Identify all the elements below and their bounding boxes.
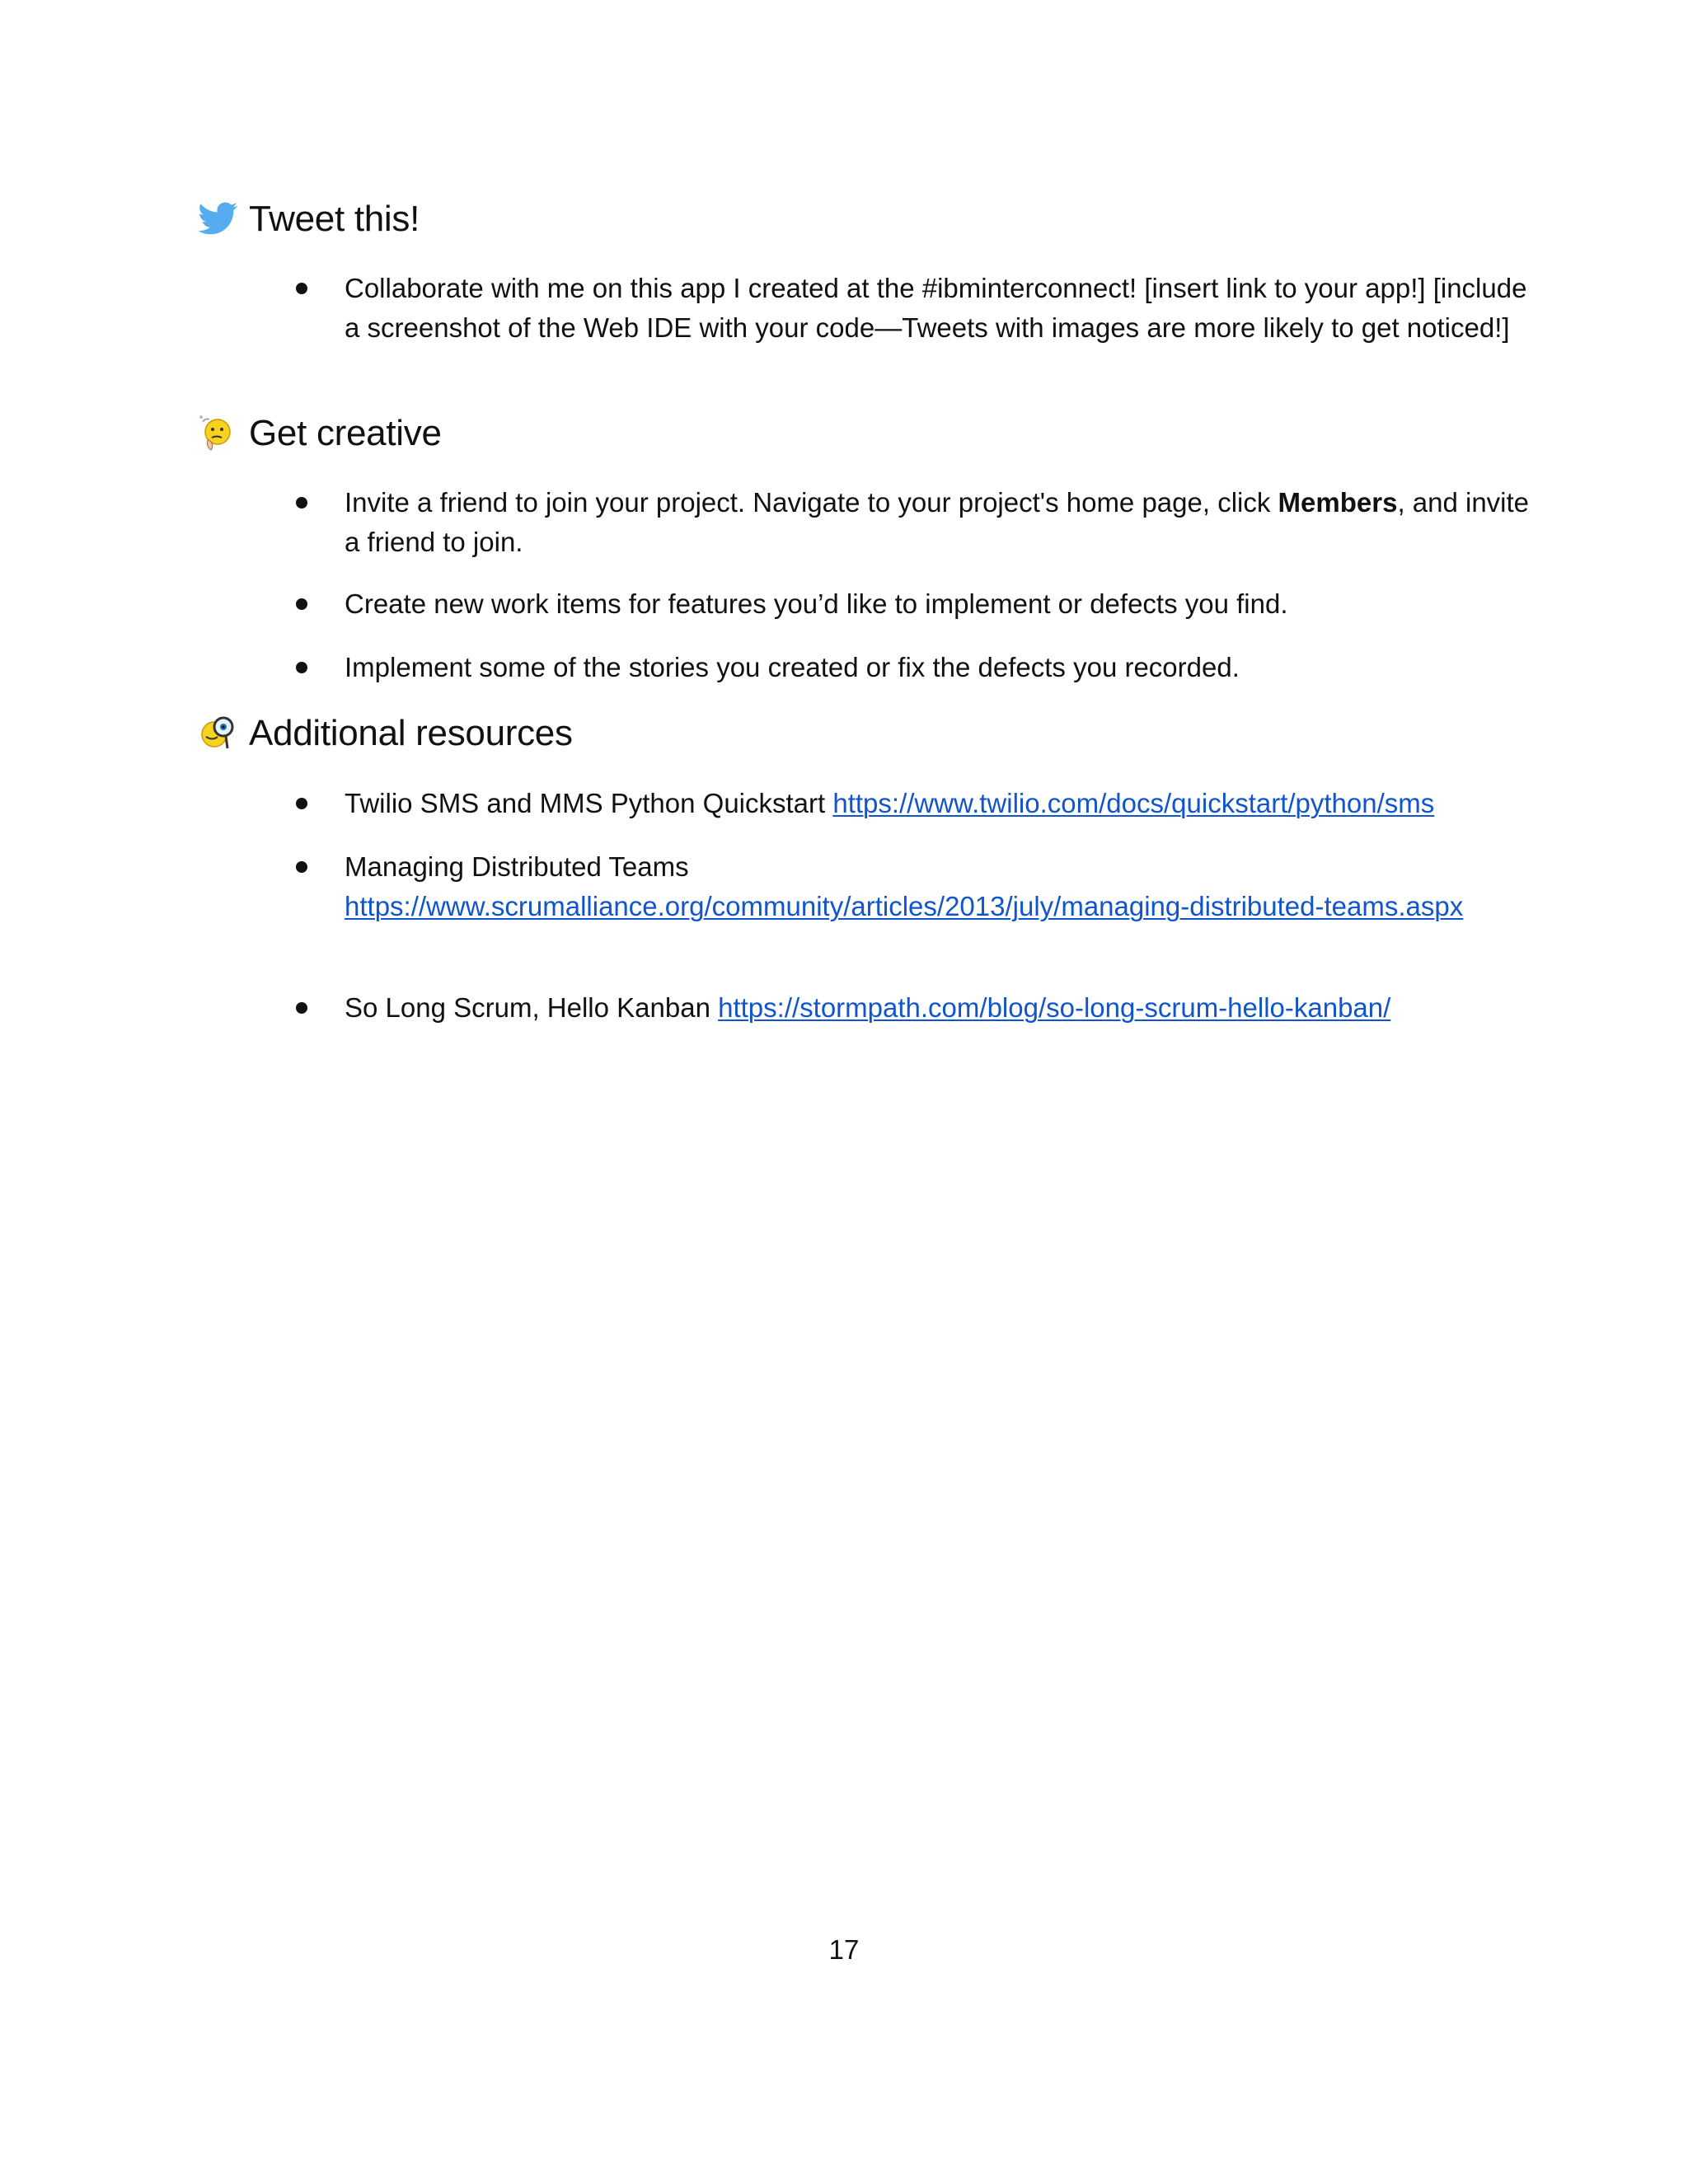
scrumalliance-link[interactable]: https://www.scrumalliance.org/community/articles/2013/july/managing-distributed-teams.aspx <box>345 891 1464 921</box>
twilio-link[interactable]: https://www.twilio.com/docs/quickstart/python/sms <box>832 788 1435 818</box>
section-heading-resources <box>196 710 573 757</box>
page-number: 17 <box>828 1934 860 1965</box>
thinking-face-icon <box>196 412 239 455</box>
bullet-icon <box>296 798 307 809</box>
bullet-icon <box>296 1002 307 1014</box>
bullet-icon <box>296 497 307 509</box>
section-heading-creative <box>196 410 442 457</box>
creative-item-1: Invite a friend to join your project. Navigate to your project's home page, click Members, and invite a friend to join. <box>345 487 1530 557</box>
members-label: Members <box>1278 487 1398 518</box>
bullet-icon <box>296 598 307 610</box>
section-title-tweet: Tweet this! <box>249 199 420 239</box>
creative-item-3: Implement some of the stories you created or fix the defects you recorded. <box>345 652 1240 682</box>
bullet-icon <box>296 662 307 673</box>
section-title-resources: Additional resources <box>249 713 573 753</box>
section-heading-tweet <box>196 196 420 242</box>
section-title-creative: Get creative <box>249 413 442 453</box>
tweet-text: Collaborate with me on this app I created at the #ibminterconnect! [insert link to your app!] [include a screenshot of the Web IDE with your code—Tweets with images are more likely to get noticed!] <box>345 273 1527 343</box>
resource-item-1: Twilio SMS and MMS Python Quickstart https://www.twilio.com/docs/quickstart/python/sms <box>345 788 1435 818</box>
resource-item-2: Managing Distributed Teams https://www.scrumalliance.org/community/articles/2013/july/managing-distributed-teams.aspx <box>345 851 1464 921</box>
twitter-bird-icon <box>196 198 239 241</box>
magnifier-face-icon <box>196 712 239 755</box>
stormpath-link[interactable]: https://stormpath.com/blog/so-long-scrum-hello-kanban/ <box>718 992 1391 1023</box>
resource-item-3: So Long Scrum, Hello Kanban https://stormpath.com/blog/so-long-scrum-hello-kanban/ <box>345 992 1391 1023</box>
bullet-icon <box>296 861 307 873</box>
creative-item-2: Create new work items for features you’d like to implement or defects you find. <box>345 588 1288 619</box>
bullet-icon <box>296 283 307 294</box>
